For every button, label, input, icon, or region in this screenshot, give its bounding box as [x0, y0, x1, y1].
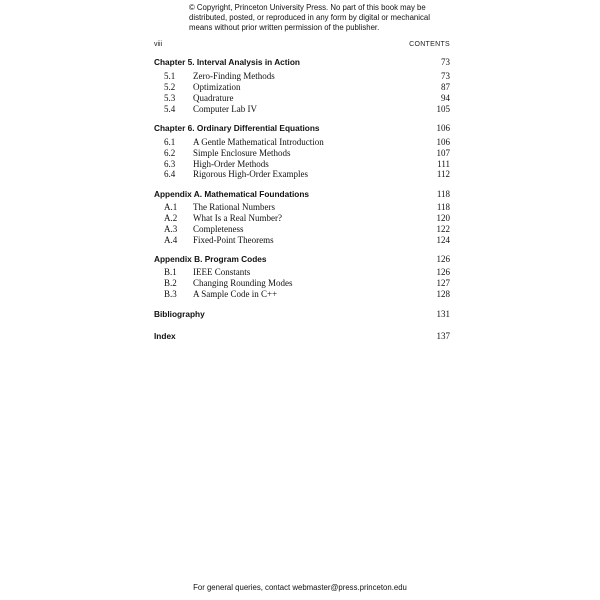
section-title: High-Order Methods: [193, 159, 269, 169]
section-title: Computer Lab IV: [193, 104, 257, 114]
toc-chapter-entry: [154, 123, 450, 135]
toc-section-entry: [154, 169, 450, 181]
running-head-section: CONTENTS: [409, 41, 450, 48]
chapter-title: Chapter 6. Ordinary Differential Equations: [154, 123, 320, 133]
section-number: B.1: [164, 267, 177, 277]
section-number: B.2: [164, 278, 177, 288]
toc-section-entry: [154, 289, 450, 301]
section-page: 107: [436, 148, 450, 158]
section-title: Simple Enclosure Methods: [193, 148, 291, 158]
section-page: 87: [441, 82, 450, 92]
copyright-line: © Copyright, Princeton University Press. No part of this book may be: [189, 3, 426, 12]
toc-section-entry: [154, 235, 450, 247]
section-number: A.3: [164, 224, 178, 234]
section-title: Rigorous High-Order Examples: [193, 169, 308, 179]
toc-chapter-entry: [154, 57, 450, 69]
section-number: 5.1: [164, 71, 176, 81]
section-title: A Gentle Mathematical Introduction: [193, 137, 324, 147]
section-number: 5.3: [164, 93, 176, 103]
section-number: A.4: [164, 235, 178, 245]
section-title: Fixed-Point Theorems: [193, 235, 274, 245]
section-title: Completeness: [193, 224, 244, 234]
chapter-page: 106: [436, 123, 450, 133]
footer-contact: For general queries, contact webmaster@press.princeton.edu: [193, 583, 407, 592]
section-number: A.2: [164, 213, 178, 223]
copyright-line: distributed, posted, or reproduced in any form by digital or mechanical: [189, 13, 430, 23]
chapter-page: 73: [441, 57, 450, 67]
chapter-title: Chapter 5. Interval Analysis in Action: [154, 57, 301, 67]
appendix-title: Appendix B. Program Codes: [154, 254, 267, 264]
bibliography-title: Bibliography: [154, 309, 205, 319]
section-page: 106: [436, 137, 450, 147]
copyright-line: means without prior written permission of the publisher.: [189, 23, 380, 33]
section-page: 94: [441, 93, 450, 103]
appendix-title: Appendix A. Mathematical Foundations: [154, 189, 310, 199]
toc-bibliography-entry: [154, 309, 450, 321]
toc-index-entry: [154, 331, 450, 343]
section-title: Zero-Finding Methods: [193, 71, 275, 81]
section-number: 6.1: [164, 137, 176, 147]
section-page: 73: [441, 71, 450, 81]
section-title: Changing Rounding Modes: [193, 278, 293, 288]
section-number: 6.4: [164, 169, 176, 179]
toc-appendix-entry: [154, 189, 450, 201]
page-number: viii: [154, 41, 163, 48]
toc-section-entry: [154, 104, 450, 116]
section-page: 105: [436, 104, 450, 114]
appendix-page: 126: [436, 254, 450, 264]
section-title: A Sample Code in C++: [193, 289, 278, 299]
appendix-page: 118: [436, 189, 450, 199]
copyright-notice: [189, 3, 429, 34]
section-number: 6.3: [164, 159, 176, 169]
section-title: Optimization: [193, 82, 241, 92]
section-page: 128: [436, 289, 450, 299]
section-page: 127: [436, 278, 450, 288]
section-page: 112: [436, 169, 450, 179]
bibliography-page: 131: [436, 309, 450, 319]
section-title: The Rational Numbers: [193, 202, 275, 212]
section-number: A.1: [164, 202, 178, 212]
section-page: 126: [436, 267, 450, 277]
section-number: B.3: [164, 289, 177, 299]
section-page: 122: [436, 224, 450, 234]
section-page: 111: [437, 159, 450, 169]
section-title: IEEE Constants: [193, 267, 251, 277]
toc-appendix-entry: [154, 254, 450, 266]
section-number: 5.4: [164, 104, 176, 114]
index-page: 137: [436, 331, 450, 341]
section-page: 124: [436, 235, 450, 245]
section-title: What Is a Real Number?: [193, 213, 282, 223]
section-page: 118: [436, 202, 450, 212]
section-number: 5.2: [164, 82, 176, 92]
section-title: Quadrature: [193, 93, 234, 103]
section-number: 6.2: [164, 148, 176, 158]
section-page: 120: [436, 213, 450, 223]
index-title: Index: [154, 331, 176, 341]
